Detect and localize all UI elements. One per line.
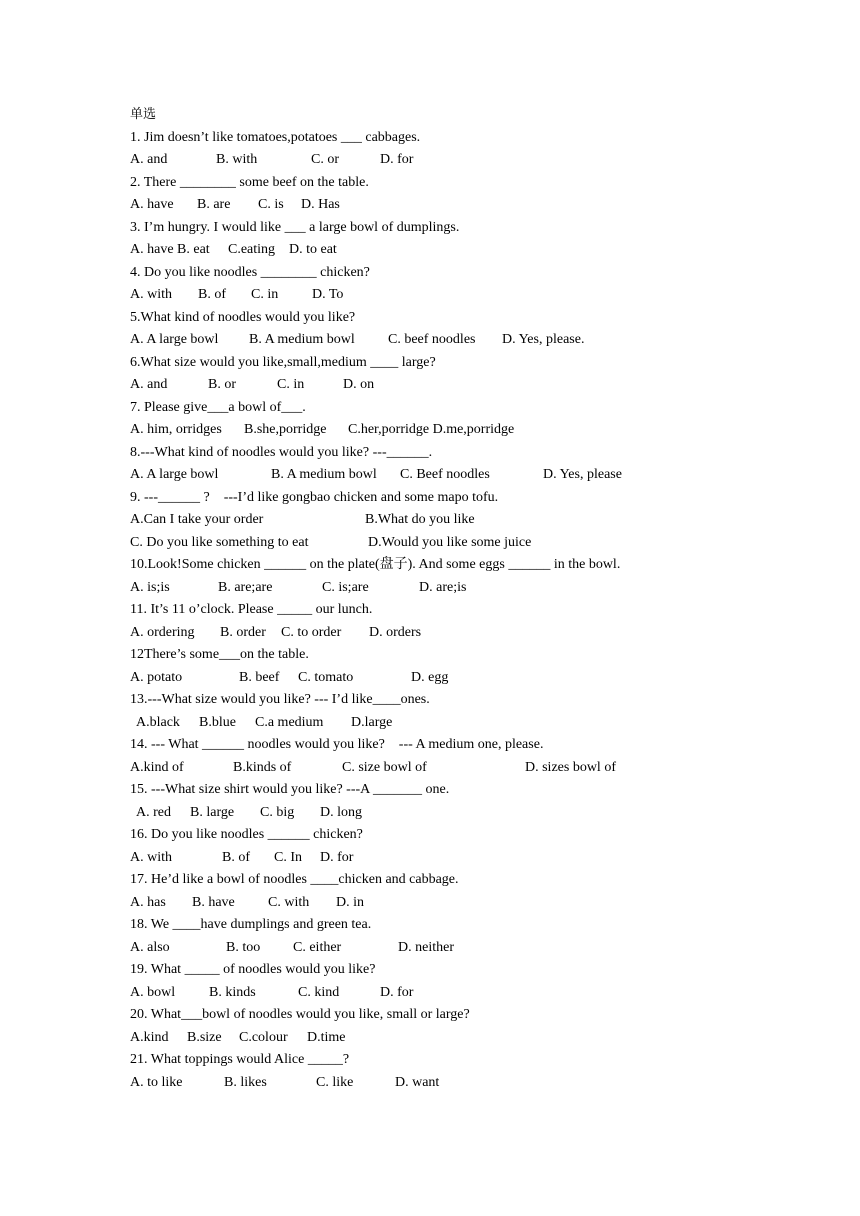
option-b: B. or xyxy=(208,377,236,392)
option-c: C. Beef noodles xyxy=(400,467,490,482)
option-b: B. order xyxy=(220,624,266,640)
option-d: D.Would you like some juice xyxy=(368,534,532,550)
question-options xyxy=(130,622,770,645)
option-c: C. either xyxy=(293,939,342,955)
option-d: D. in xyxy=(336,894,364,910)
option-c: C. in xyxy=(251,287,279,302)
question-options xyxy=(130,982,770,1005)
question-text: 6.What size would you like,small,medium ____ large? xyxy=(130,354,436,370)
option-a: A. him, orridges xyxy=(130,422,222,437)
option-b: B. are xyxy=(197,197,231,212)
question-text: 9. ---______ ? ---I’d like gongbao chicken and some mapo tofu. xyxy=(130,489,499,505)
option-c: C. big xyxy=(260,804,295,820)
option-d: D. To xyxy=(312,287,344,302)
option-c: C. beef noodles xyxy=(388,332,476,347)
option-c-d: C.her,porridge D.me,porridge xyxy=(348,422,515,437)
option-a: A. has xyxy=(130,894,166,910)
option-c: C. is;are xyxy=(322,579,369,595)
question-text: 18. We ____have dumplings and green tea. xyxy=(130,917,372,932)
question-text: 3. I’m hungry. I would like ___ a large bowl of dumplings. xyxy=(130,219,460,235)
option-c: C. is xyxy=(258,197,284,212)
option-d: D.large xyxy=(351,714,393,730)
option-d: D. sizes bowl of xyxy=(525,759,616,775)
question-options xyxy=(130,419,770,442)
option-a: A. and xyxy=(130,152,168,167)
question-options xyxy=(130,329,770,352)
question-options xyxy=(130,532,770,555)
option-d: D. to eat xyxy=(289,242,337,257)
question-text: 12There’s some___on the table. xyxy=(130,647,309,662)
question-text: 11. It’s 11 o’clock. Please _____ our lunch. xyxy=(130,602,373,617)
option-b: B. have xyxy=(192,894,235,910)
option-b: B. likes xyxy=(224,1074,267,1090)
option-a: A. have xyxy=(130,197,174,212)
question-text: 19. What _____ of noodles would you like? xyxy=(130,962,376,977)
question-text: 13.---What size would you like? --- I’d like____ones. xyxy=(130,692,430,707)
option-c: C. or xyxy=(311,152,339,167)
option-c: C. In xyxy=(274,849,302,865)
option-a: A.kind of xyxy=(130,759,184,775)
option-d: D. Yes, please. xyxy=(502,332,585,347)
question-options xyxy=(130,712,770,735)
option-b: B.blue xyxy=(199,714,236,730)
option-d: D. neither xyxy=(398,939,454,955)
question-options xyxy=(130,284,770,307)
option-a: A. is;is xyxy=(130,579,170,595)
option-a: A. potato xyxy=(130,669,183,685)
option-c: C. tomato xyxy=(298,669,354,685)
question-text: 14. --- What ______ noodles would you like? --- A medium one, please. xyxy=(130,737,544,752)
question-list xyxy=(130,104,770,1094)
option-b: B.What do you like xyxy=(365,512,475,527)
option-b: B. kinds xyxy=(209,984,256,1000)
option-a: A. bowl xyxy=(130,984,176,1000)
question-text: 20. What___bowl of noodles would you like, small or large? xyxy=(130,1007,470,1022)
question-text: 15. ---What size shirt would you like? ---A _______ one. xyxy=(130,782,450,797)
option-b: B. of xyxy=(222,849,250,865)
option-d: D. are;is xyxy=(419,579,467,595)
question-options xyxy=(130,937,770,960)
option-a: A. ordering xyxy=(130,624,195,640)
option-a: A.Can I take your order xyxy=(130,512,264,527)
option-b: B. A medium bowl xyxy=(249,332,355,347)
option-b: B. too xyxy=(226,939,261,955)
question-options xyxy=(130,847,770,870)
option-b: B. of xyxy=(198,287,226,302)
question-options xyxy=(130,149,770,172)
option-b: B.she,porridge xyxy=(244,422,327,437)
option-b: B. large xyxy=(190,804,235,820)
question-options xyxy=(130,577,770,600)
option-b: B. with xyxy=(216,152,258,167)
option-a: A.kind xyxy=(130,1029,169,1045)
option-c: C. to order xyxy=(281,624,342,640)
option-c: C. size bowl of xyxy=(342,759,427,775)
option-a: A. A large bowl xyxy=(130,467,219,482)
option-d: D. for xyxy=(380,984,414,1000)
option-d: D. Has xyxy=(301,197,340,212)
option-b: B. are;are xyxy=(218,579,273,595)
question-text: 2. There ________ some beef on the table. xyxy=(130,174,369,190)
option-a: A. A large bowl xyxy=(130,332,219,347)
option-a-b: A. have B. eat xyxy=(130,242,210,257)
question-options xyxy=(130,802,770,825)
option-d: D. egg xyxy=(411,669,449,685)
option-d: D. want xyxy=(395,1074,440,1090)
question-text: 7. Please give___a bowl of___. xyxy=(130,399,306,415)
question-text: 16. Do you like noodles ______ chicken? xyxy=(130,827,363,842)
option-c: C. kind xyxy=(298,984,340,1000)
option-b: B. beef xyxy=(239,669,280,685)
option-c: C. Do you like something to eat xyxy=(130,534,309,550)
option-b: B.kinds of xyxy=(233,759,292,775)
option-c: C. in xyxy=(277,377,305,392)
question-options xyxy=(130,509,770,532)
question-text: 1. Jim doesn’t like tomatoes,potatoes ___ cabbages. xyxy=(130,129,421,145)
option-c: C. with xyxy=(268,894,310,910)
option-d: D. for xyxy=(380,152,414,167)
option-d: D. Yes, please xyxy=(543,467,622,482)
question-text: 10.Look!Some chicken ______ on the plate(盘子). And some eggs ______ in the bowl. xyxy=(130,557,621,572)
option-a: A. with xyxy=(130,287,172,302)
question-options xyxy=(130,239,770,262)
option-d: D. for xyxy=(320,849,354,865)
question-options xyxy=(130,194,770,217)
question-options xyxy=(130,667,770,690)
question-text: 5.What kind of noodles would you like? xyxy=(130,309,356,325)
option-a: A. with xyxy=(130,849,172,865)
option-a: A. and xyxy=(130,377,168,392)
question-text: 4. Do you like noodles ________ chicken? xyxy=(130,264,370,280)
question-text: 21. What toppings would Alice _____? xyxy=(130,1052,350,1067)
option-b: B.size xyxy=(187,1029,222,1045)
option-c: C.eating xyxy=(228,242,276,257)
option-c: C. like xyxy=(316,1074,354,1090)
question-options xyxy=(130,1027,770,1050)
option-d: D. orders xyxy=(369,624,422,640)
option-a: A.black xyxy=(136,714,180,730)
question-options xyxy=(130,892,770,915)
option-d: D. long xyxy=(320,804,362,820)
option-b: B. A medium bowl xyxy=(271,467,377,482)
question-text: 17. He’d like a bowl of noodles ____chicken and cabbage. xyxy=(130,872,459,887)
question-options xyxy=(130,374,770,397)
question-options xyxy=(130,757,770,780)
option-c: C.colour xyxy=(239,1029,288,1045)
option-d: D.time xyxy=(307,1029,346,1045)
option-a: A. also xyxy=(130,939,170,955)
option-a: A. red xyxy=(136,804,171,820)
option-a: A. to like xyxy=(130,1074,183,1090)
section-heading: 单选 xyxy=(130,107,157,122)
option-c: C.a medium xyxy=(255,714,324,730)
option-d: D. on xyxy=(343,377,375,392)
question-options xyxy=(130,1072,770,1095)
question-options xyxy=(130,464,770,487)
question-text: 8.---What kind of noodles would you like? ---______. xyxy=(130,444,433,460)
